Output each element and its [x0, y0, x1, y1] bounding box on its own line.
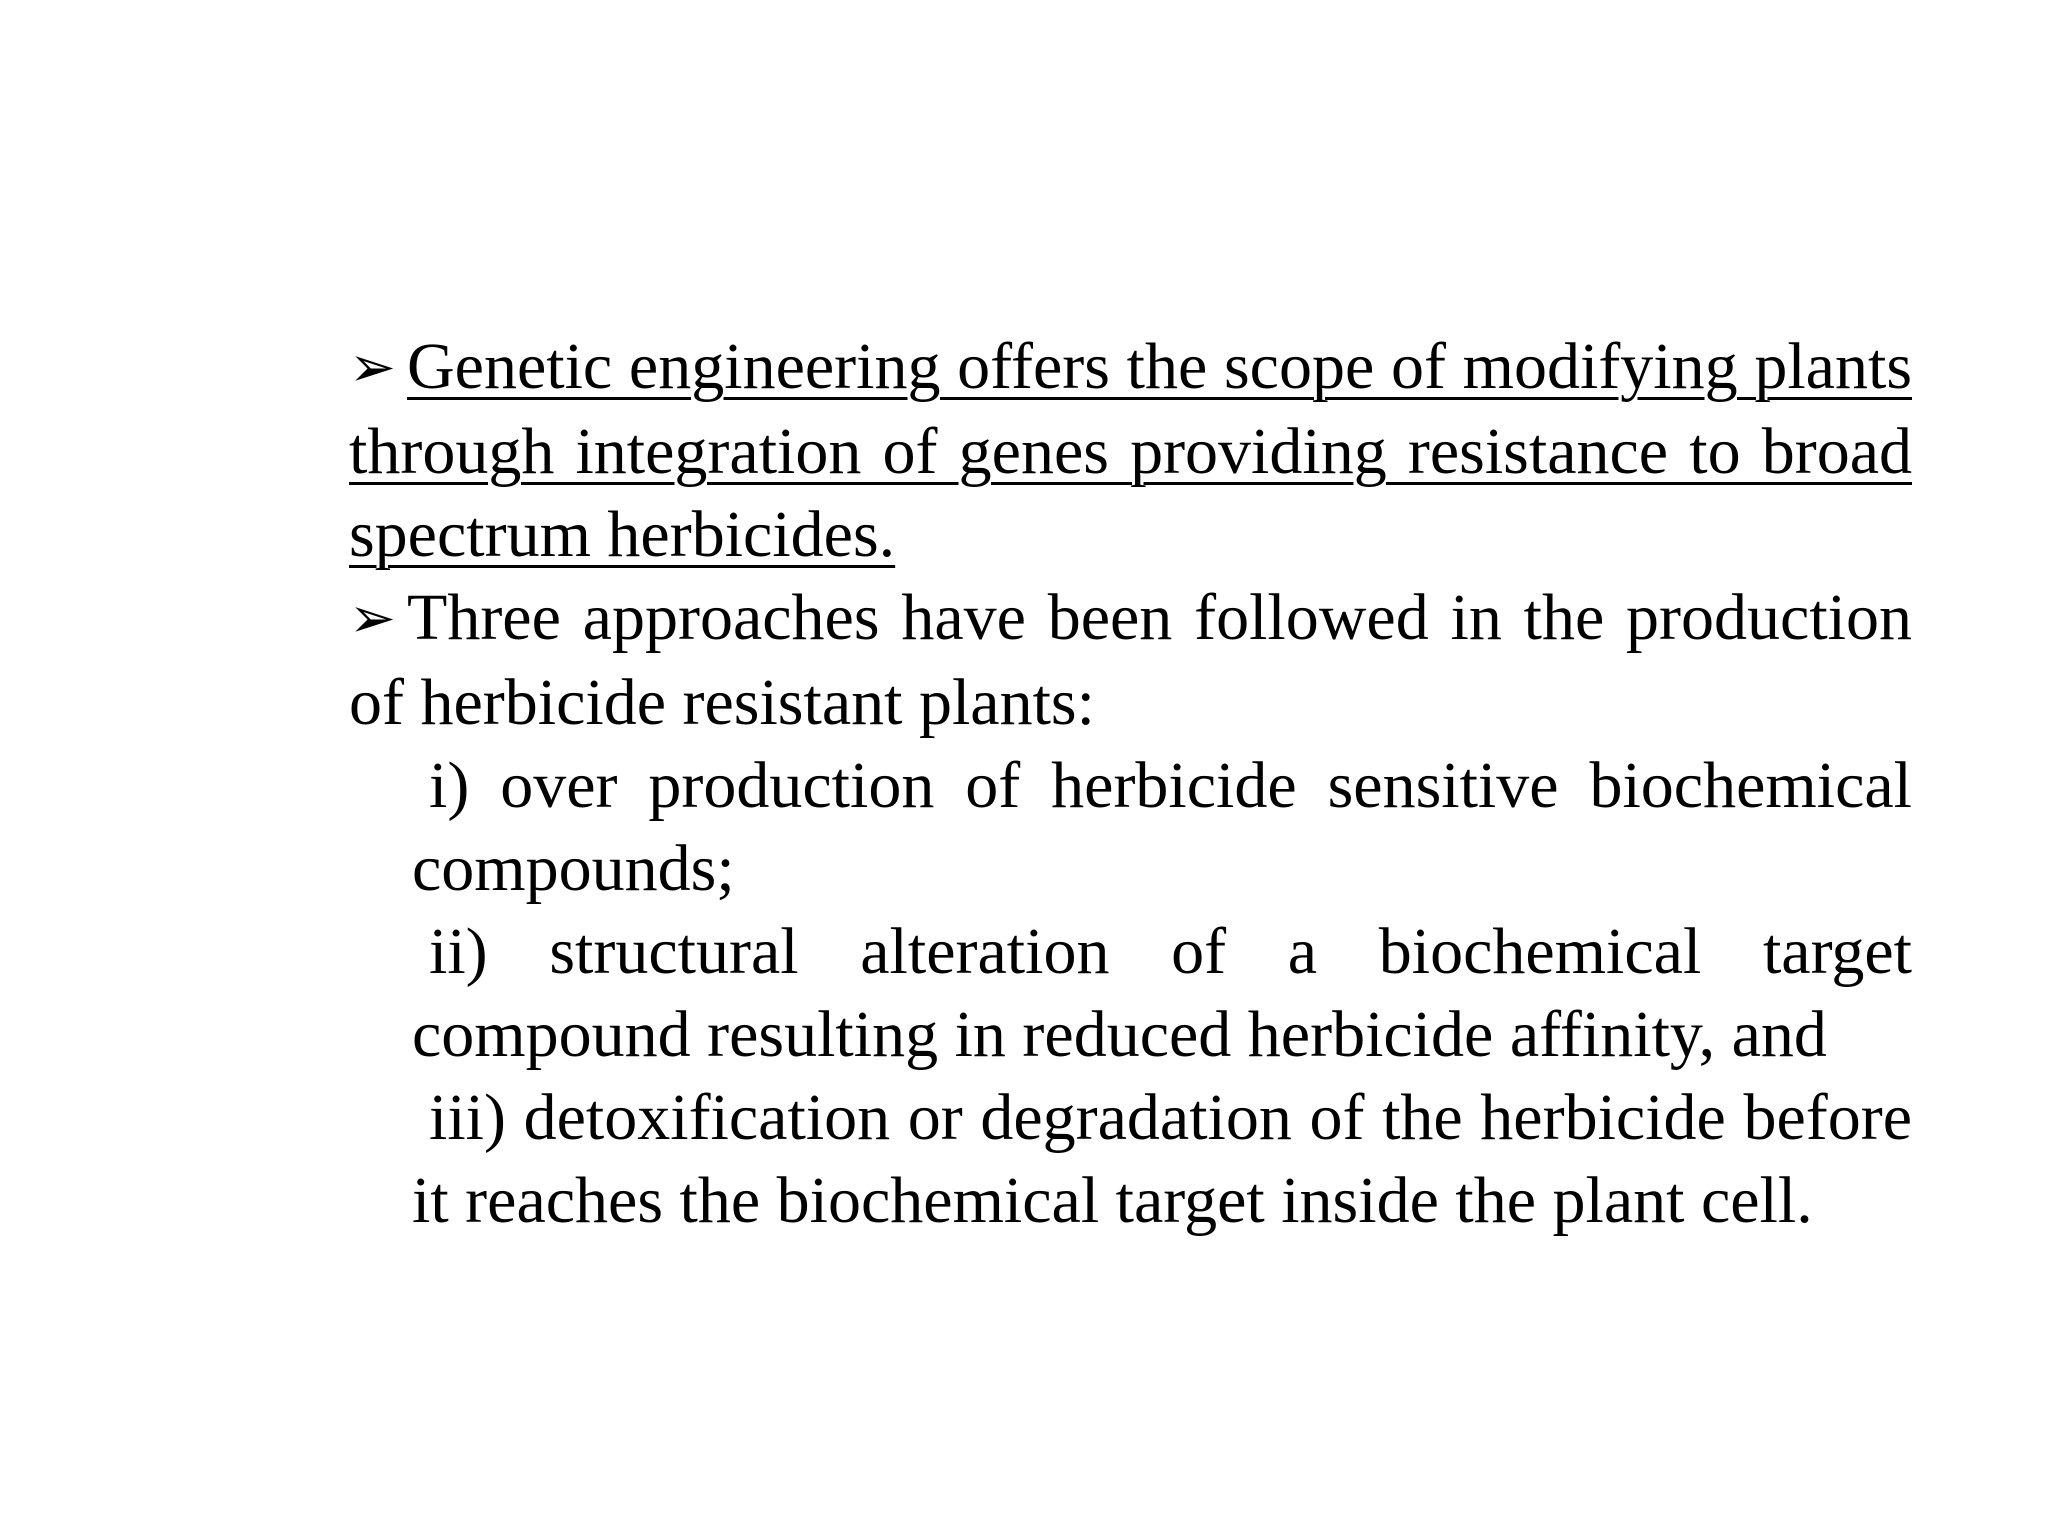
item-number: iii)	[429, 1081, 506, 1154]
bullet-genetic-engineering	[349, 325, 1912, 576]
item-number: i)	[429, 749, 470, 822]
bullet-text: Three approaches have been followed in the production of herbicide resistant plants:	[349, 581, 1912, 739]
item-number: ii)	[429, 915, 488, 988]
bullet-text: Genetic engineering offers the scope of modifying plants through integration of genes providing resistance to broad spectrum herbicides.	[349, 330, 1912, 571]
approach-item-2	[349, 910, 1912, 1076]
item-text: detoxification or degradation of the herbicide before it reaches the biochemical target inside the plant cell.	[412, 1081, 1912, 1237]
slide-body	[349, 325, 1912, 1242]
approach-item-1	[349, 744, 1912, 910]
arrow-bullet-icon: ➢	[349, 588, 396, 650]
bullet-three-approaches	[349, 576, 1912, 744]
item-text: structural alteration of a biochemical target compound resulting in reduced herbicide affinity, and	[412, 915, 1913, 1071]
item-text: over production of herbicide sensitive biochemical compounds;	[412, 749, 1912, 905]
approach-item-3	[349, 1076, 1912, 1242]
arrow-bullet-icon: ➢	[349, 337, 396, 399]
